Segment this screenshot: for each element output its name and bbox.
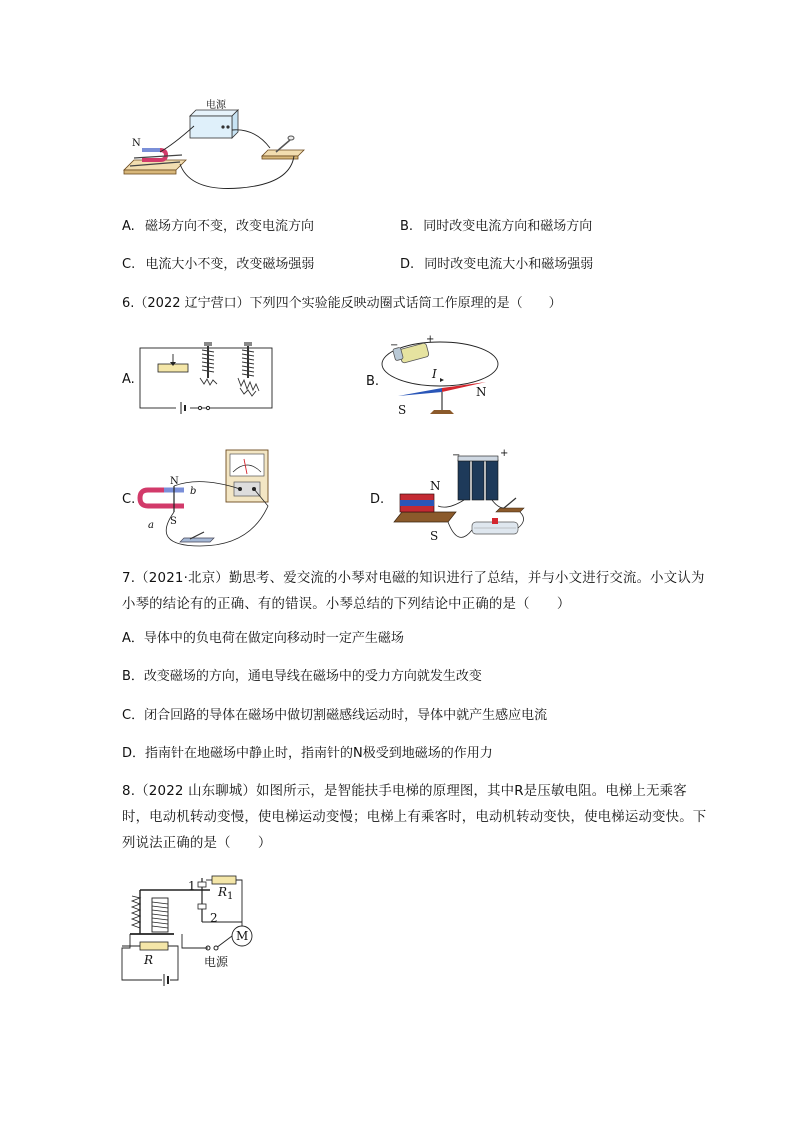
compass-needle bbox=[398, 382, 486, 414]
power-supply-box bbox=[190, 110, 238, 138]
svg-text:−: − bbox=[452, 450, 461, 461]
q5-option-a[interactable]: A. 磁场方向不变，改变电流方向 bbox=[122, 219, 314, 234]
q7-option-b[interactable]: B．改变磁场的方向，通电导线在磁场中的受力方向就发生改变 bbox=[122, 669, 482, 684]
q6-stem: 6.（2022 辽宁营口）下列四个实验能反映动圈式话筒工作原理的是（ ） bbox=[122, 296, 562, 311]
switch-board bbox=[262, 150, 304, 156]
svg-text:+: + bbox=[426, 334, 435, 345]
q6-fig-a-electromagnet-circuit[interactable] bbox=[140, 338, 280, 413]
switch-icon bbox=[180, 532, 214, 542]
rheostat-icon bbox=[472, 518, 518, 534]
pressure-resistor-r bbox=[140, 942, 168, 950]
horseshoe-magnet bbox=[140, 490, 184, 506]
q6-fig-d-motor-circuit[interactable] bbox=[388, 450, 528, 550]
battery-icon bbox=[164, 974, 168, 986]
q8-stem: 8.（2022 山东聊城）如图所示，是智能扶手电梯的原理图，其中R是压敏电阻。电梯上无乘客时，电动机转动变慢，使电梯运动变慢；电梯上有乘客时，电动机转动变快，使电梯运动变快。下列说法正确的是（ ） bbox=[122, 784, 707, 851]
electromagnet-right bbox=[238, 342, 259, 396]
contact-1-label: 1 bbox=[188, 879, 196, 893]
q6-fig-c-induction-galvanometer[interactable] bbox=[140, 446, 280, 556]
q5-apparatus-figure bbox=[120, 100, 320, 192]
svg-text:b: b bbox=[190, 486, 197, 497]
galvanometer-icon bbox=[226, 450, 268, 502]
svg-text:R: R bbox=[218, 885, 228, 899]
q6-option-d-letter[interactable]: D. bbox=[370, 492, 385, 507]
svg-text:N: N bbox=[170, 476, 179, 487]
svg-text:S: S bbox=[430, 529, 439, 543]
svg-text:N: N bbox=[430, 479, 441, 493]
power-label: 电源 bbox=[204, 955, 229, 969]
horseshoe-magnet bbox=[142, 150, 166, 160]
electromagnet-icon bbox=[152, 898, 168, 932]
svg-text:S: S bbox=[170, 516, 177, 527]
q5-option-b[interactable]: B. 同时改变电流方向和磁场方向 bbox=[400, 219, 593, 234]
svg-text:S: S bbox=[398, 403, 407, 417]
battery-pack-icon bbox=[458, 456, 498, 500]
electromagnet-left bbox=[200, 342, 217, 385]
svg-text:a: a bbox=[148, 520, 154, 531]
svg-text:R: R bbox=[144, 953, 154, 967]
base-board bbox=[394, 512, 456, 522]
svg-text:N: N bbox=[476, 385, 487, 399]
resistor-r1 bbox=[212, 876, 236, 884]
contact-2-label: 2 bbox=[210, 911, 218, 925]
svg-text:+: + bbox=[500, 448, 509, 459]
power-label: 电源 bbox=[206, 100, 226, 111]
q7-stem: 7.（2021·北京）勤思考、爱交流的小琴对电磁的知识进行了总结，并与小文进行交流。小文认为小琴的结论有的正确、有的错误。小琴总结的下列结论中正确的是（ ） bbox=[122, 571, 705, 612]
q6-option-a-letter[interactable]: A. bbox=[122, 372, 135, 387]
switch-icon bbox=[496, 498, 524, 512]
svg-text:I: I bbox=[432, 367, 437, 381]
q6-fig-b-oersted-experiment[interactable] bbox=[380, 334, 500, 424]
q7-option-c[interactable]: C．闭合回路的导体在磁场中做切割磁感线运动时，导体中就产生感应电流 bbox=[122, 708, 548, 723]
q5-option-c[interactable]: C. 电流大小不变，改变磁场强弱 bbox=[122, 257, 315, 272]
q7-option-d[interactable]: D．指南针在地磁场中静止时，指南针的N极受到地磁场的作用力 bbox=[122, 746, 493, 761]
q6-option-c-letter[interactable]: C. bbox=[122, 492, 136, 507]
q5-option-d[interactable]: D. 同时改变电流大小和磁场强弱 bbox=[400, 257, 594, 272]
n-pole-label: N bbox=[132, 138, 141, 149]
q7-option-a[interactable]: A．导体中的负电荷在做定向移动时一定产生磁场 bbox=[122, 631, 404, 646]
svg-text:M: M bbox=[236, 929, 249, 943]
svg-text:1: 1 bbox=[227, 891, 234, 902]
q8-elevator-circuit-figure bbox=[118, 868, 278, 988]
svg-text:−: − bbox=[390, 340, 399, 351]
q6-option-b-letter[interactable]: B. bbox=[366, 374, 380, 389]
